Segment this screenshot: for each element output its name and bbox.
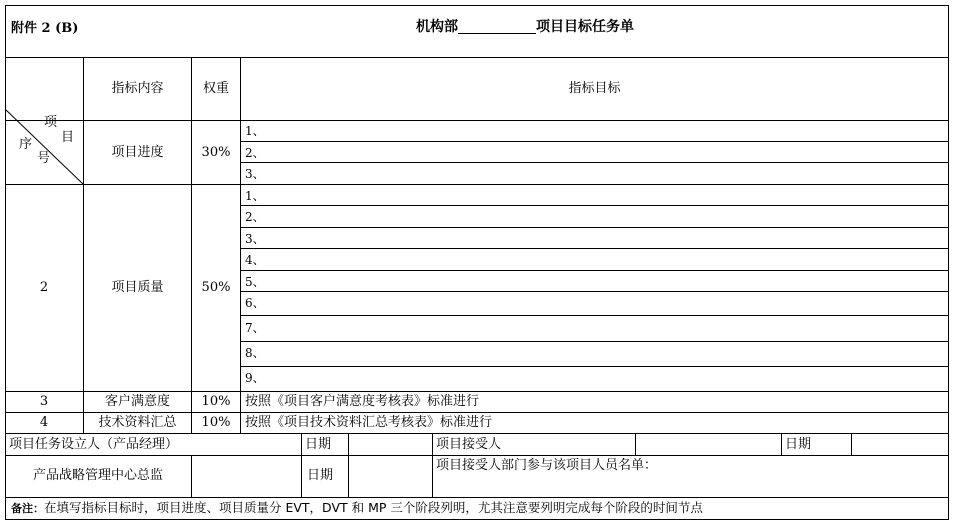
quality-item-6[interactable]: 6、 — [245, 296, 265, 310]
satisfaction-target: 按照《项目客户满意度考核表》标准进行 — [245, 394, 480, 409]
line-sub — [240, 141, 949, 142]
quality-number: 2 — [39, 280, 49, 295]
line-sub — [240, 341, 949, 342]
col-weight: 权重 — [202, 81, 229, 96]
org-blank[interactable] — [458, 21, 536, 34]
frame-bottom — [5, 519, 949, 520]
title-name: 项目目标任务单 — [536, 19, 634, 35]
form-title — [416, 20, 634, 34]
satisfaction-number: 3 — [39, 394, 49, 409]
line-sign1 — [5, 455, 949, 456]
line-sub — [240, 227, 949, 228]
vline-sign — [301, 433, 302, 497]
col-target: 指标目标 — [568, 81, 621, 96]
progress-item-2[interactable]: 2、 — [245, 146, 265, 160]
tech-weight: 10% — [201, 415, 231, 430]
date-label-1: 日期 — [305, 437, 332, 452]
title-org: 机构部 — [416, 19, 458, 35]
quality-item-4[interactable]: 4、 — [245, 253, 265, 267]
quality-item-5[interactable]: 5、 — [245, 275, 265, 289]
satisfaction-name: 客户满意度 — [104, 394, 170, 409]
line-progress — [5, 184, 949, 185]
line-sub — [240, 205, 949, 206]
note-label: 备注： — [11, 502, 44, 515]
satisfaction-weight: 10% — [201, 394, 231, 409]
line-sub — [240, 162, 949, 163]
quality-name: 项目质量 — [111, 280, 164, 295]
director-signature-field[interactable] — [192, 456, 301, 497]
col-content: 指标内容 — [111, 81, 164, 96]
frame-right — [948, 5, 949, 520]
quality-weight: 50% — [201, 280, 231, 295]
setter-label: 项目任务设立人（产品经理） — [9, 437, 179, 452]
members-label: 项目接受人部门参与该项目人员名单： — [436, 458, 658, 473]
line-sub — [240, 291, 949, 292]
frame-top — [5, 5, 949, 6]
progress-item-1[interactable]: 1、 — [245, 124, 265, 138]
members-field[interactable] — [433, 475, 948, 497]
quality-item-7[interactable]: 7、 — [245, 321, 265, 335]
line-tech — [5, 433, 949, 434]
line-sub — [240, 366, 949, 367]
quality-item-9[interactable]: 9、 — [245, 371, 265, 385]
tech-number: 4 — [39, 415, 49, 430]
date-label-3: 日期 — [307, 468, 334, 483]
setter-signature-field[interactable] — [192, 434, 301, 455]
vline-col2 — [191, 57, 192, 433]
line-colhead — [5, 120, 949, 121]
corner-seq-1: 序 — [19, 137, 33, 152]
receiver-label: 项目接受人 — [436, 437, 502, 452]
director-label: 产品战略管理中心总监 — [32, 468, 163, 483]
corner-item-2: 目 — [61, 130, 75, 145]
tech-target: 按照《项目技术资料汇总考核表》标准进行 — [245, 415, 493, 430]
line-sub — [240, 315, 949, 316]
attachment-label: 附件 2 (B) — [11, 21, 79, 36]
corner-item-1: 项 — [44, 115, 58, 130]
date-field-3[interactable] — [349, 456, 432, 497]
line-header — [5, 57, 949, 58]
note-text: 在填写指标目标时，项目进度、项目质量分 EVT，DVT 和 MP 三个阶段列明，尤其注意要列明完成每个阶段的时间节点 — [44, 500, 703, 515]
quality-item-8[interactable]: 8、 — [245, 346, 265, 360]
line-satisfaction — [5, 412, 949, 413]
vline-col3 — [240, 57, 241, 433]
line-quality — [5, 391, 949, 392]
task-form — [5, 5, 949, 520]
line-sub — [240, 270, 949, 271]
tech-name: 技术资料汇总 — [98, 415, 177, 430]
quality-item-3[interactable]: 3、 — [245, 232, 265, 246]
line-sign2 — [5, 497, 949, 498]
quality-item-2[interactable]: 2、 — [245, 210, 265, 224]
progress-name: 项目进度 — [111, 145, 164, 160]
line-sub — [240, 248, 949, 249]
quality-item-1[interactable]: 1、 — [245, 189, 265, 203]
date-field-1[interactable] — [349, 434, 432, 455]
date-field-2[interactable] — [852, 434, 948, 455]
receiver-signature-field[interactable] — [636, 434, 781, 455]
note — [11, 501, 703, 516]
corner-seq-2: 号 — [37, 151, 51, 166]
vline-sign — [781, 433, 782, 455]
date-label-2: 日期 — [785, 437, 812, 452]
progress-item-3[interactable]: 3、 — [245, 167, 265, 181]
progress-weight: 30% — [201, 145, 231, 160]
